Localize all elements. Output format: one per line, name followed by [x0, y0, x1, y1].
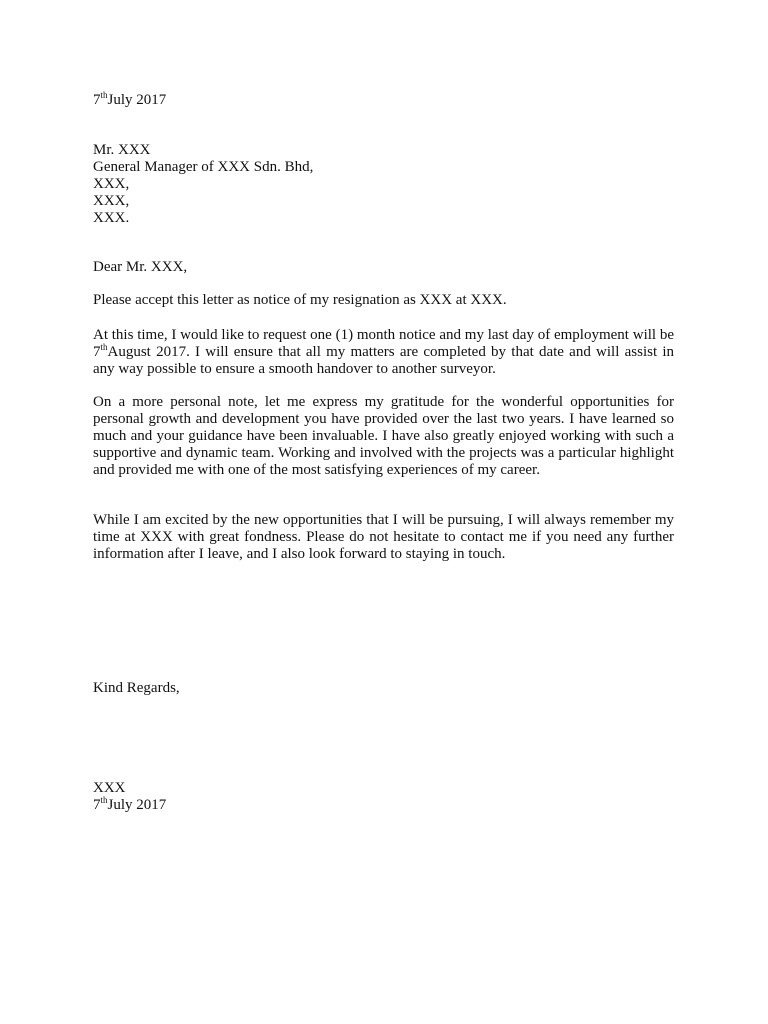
letter-date [93, 92, 674, 109]
signature-date-day: 7 [93, 797, 101, 813]
signature-date [93, 797, 674, 814]
date-month-year: July 2017 [107, 92, 167, 108]
recipient-block [93, 142, 674, 227]
recipient-title: General Manager of XXX Sdn. Bhd, [93, 159, 314, 175]
salutation: Dear Mr. XXX, [93, 259, 188, 275]
last-day-suffix: th [100, 342, 108, 352]
signature-block [93, 780, 674, 814]
signature-date-month-year: July 2017 [107, 797, 167, 813]
closing-line: Kind Regards, [93, 680, 180, 696]
paragraph-notice-text-before: At this time, I would like to request one (1) month notice and my last day of employment will be [93, 327, 674, 343]
signature-name: XXX [93, 780, 126, 796]
recipient-address-line: XXX, [93, 176, 130, 192]
last-day-date: 7 [93, 344, 101, 360]
recipient-address-line: XXX, [93, 193, 130, 209]
paragraph-farewell: While I am excited by the new opportunities that I will be pursuing, I will always remember my time at XXX with great fondness. Please do not hesitate to contact me if you need any further information after I leave, and I also look forward to staying in touch. [93, 512, 674, 562]
paragraph-notice-text-after: August 2017. I will ensure that all my matters are completed by that date and will assist in any way possible to ensure a smooth handover to another surveyor. [93, 344, 674, 377]
paragraph-notice-period [93, 327, 674, 378]
date-suffix: th [100, 90, 108, 100]
paragraph-resignation-notice: Please accept this letter as notice of my resignation as XXX at XXX. [93, 292, 507, 308]
paragraph-gratitude: On a more personal note, let me express my gratitude for the wonderful opportunities for personal growth and development you have provided over the last two years. I have learned so much and your guidance have been invaluable. I have also greatly enjoyed working with such a supportive and dynamic team. Working and involved with the projects was a particular highlight and provided me with one of the most satisfying experiences of my career. [93, 394, 674, 478]
recipient-address-line: XXX. [93, 210, 130, 226]
signature-date-suffix: th [100, 795, 108, 805]
date-day: 7 [93, 92, 101, 108]
recipient-name: Mr. XXX [93, 142, 151, 158]
